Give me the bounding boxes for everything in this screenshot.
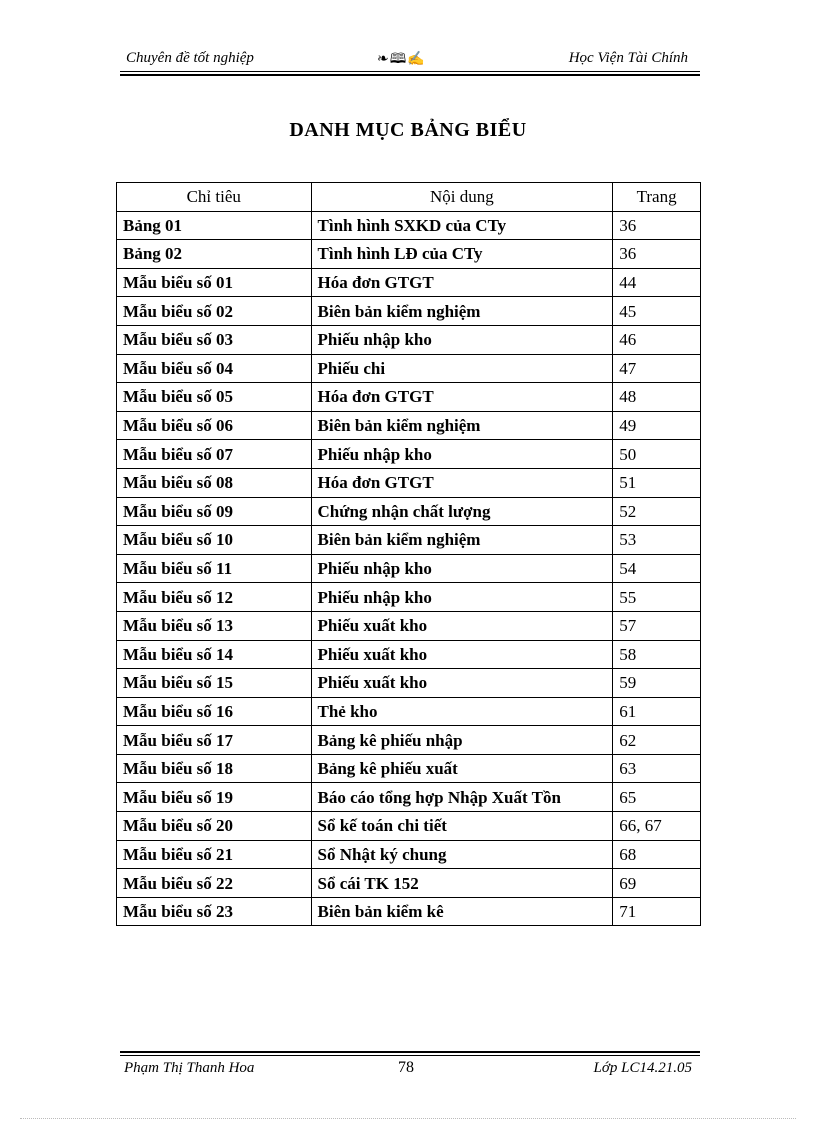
table-row — [117, 325, 701, 354]
row-item-cell: Mẫu biểu số 01 — [117, 268, 312, 297]
header-ornament: ❧🕮✍ — [377, 52, 426, 67]
page-bottom-dotted-line — [20, 1118, 796, 1119]
row-content-cell: Hóa đơn GTGT — [311, 383, 613, 412]
table-row — [117, 354, 701, 383]
table-row — [117, 440, 701, 469]
row-content-cell: Chứng nhận chất lượng — [311, 497, 613, 526]
row-item-cell: Mẫu biểu số 08 — [117, 468, 312, 497]
row-item-cell: Mẫu biểu số 10 — [117, 526, 312, 555]
row-content-cell: Biên bản kiểm nghiệm — [311, 411, 613, 440]
row-content-cell: Sổ cái TK 152 — [311, 869, 613, 898]
row-page-cell: 68 — [613, 840, 701, 869]
row-content-cell: Phiếu nhập kho — [311, 325, 613, 354]
tables-index — [116, 182, 701, 926]
row-page-cell: 55 — [613, 583, 701, 612]
row-content-cell: Bảng kê phiếu nhập — [311, 726, 613, 755]
table-row — [117, 812, 701, 841]
table-row — [117, 869, 701, 898]
row-item-cell: Mẫu biểu số 16 — [117, 697, 312, 726]
table-row — [117, 268, 701, 297]
table-row — [117, 497, 701, 526]
row-page-cell: 45 — [613, 297, 701, 326]
row-content-cell: Hóa đơn GTGT — [311, 268, 613, 297]
table-row — [117, 211, 701, 240]
row-item-cell: Mẫu biểu số 03 — [117, 325, 312, 354]
row-page-cell: 47 — [613, 354, 701, 383]
header-left-text: Chuyên đề tốt nghiệp — [126, 50, 254, 66]
table-row — [117, 583, 701, 612]
row-item-cell: Bảng 01 — [117, 211, 312, 240]
page-footer — [120, 1058, 700, 1082]
footer-page-number: 78 — [398, 1059, 414, 1076]
row-content-cell: Phiếu xuất kho — [311, 669, 613, 698]
row-content-cell: Biên bản kiểm nghiệm — [311, 297, 613, 326]
table-row — [117, 297, 701, 326]
row-item-cell: Mẫu biểu số 21 — [117, 840, 312, 869]
table-row — [117, 840, 701, 869]
row-page-cell: 52 — [613, 497, 701, 526]
row-item-cell: Mẫu biểu số 11 — [117, 554, 312, 583]
table-row — [117, 897, 701, 926]
footer-author: Phạm Thị Thanh Hoa — [124, 1060, 255, 1076]
row-item-cell: Mẫu biểu số 15 — [117, 669, 312, 698]
row-item-cell: Mẫu biểu số 14 — [117, 640, 312, 669]
table-row — [117, 468, 701, 497]
row-item-cell: Mẫu biểu số 17 — [117, 726, 312, 755]
row-item-cell: Mẫu biểu số 22 — [117, 869, 312, 898]
row-page-cell: 51 — [613, 468, 701, 497]
row-page-cell: 57 — [613, 611, 701, 640]
row-page-cell: 71 — [613, 897, 701, 926]
row-page-cell: 66, 67 — [613, 812, 701, 841]
row-item-cell: Mẫu biểu số 06 — [117, 411, 312, 440]
row-page-cell: 46 — [613, 325, 701, 354]
row-page-cell: 36 — [613, 211, 701, 240]
table-row — [117, 411, 701, 440]
footer-rule-thin — [120, 1055, 700, 1056]
header-right-text: Học Viện Tài Chính — [568, 50, 688, 66]
page-title: DANH MỤC BẢNG BIỂU — [289, 119, 527, 141]
row-content-cell: Phiếu chi — [311, 354, 613, 383]
table-row — [117, 669, 701, 698]
row-content-cell: Phiếu nhập kho — [311, 583, 613, 612]
row-item-cell: Mẫu biểu số 07 — [117, 440, 312, 469]
header-rule-thick — [120, 74, 700, 76]
table-row — [117, 640, 701, 669]
table-row — [117, 554, 701, 583]
footer-rule-thick — [120, 1051, 700, 1053]
row-content-cell: Phiếu xuất kho — [311, 611, 613, 640]
row-page-cell: 62 — [613, 726, 701, 755]
row-content-cell: Hóa đơn GTGT — [311, 468, 613, 497]
column-header-content: Nội dung — [311, 183, 613, 212]
table-row — [117, 526, 701, 555]
table-row — [117, 240, 701, 269]
table-row — [117, 611, 701, 640]
row-page-cell: 53 — [613, 526, 701, 555]
row-content-cell: Báo cáo tổng hợp Nhập Xuất Tồn — [311, 783, 613, 812]
table-row — [117, 754, 701, 783]
row-content-cell: Thẻ kho — [311, 697, 613, 726]
row-item-cell: Bảng 02 — [117, 240, 312, 269]
table-row — [117, 726, 701, 755]
row-content-cell: Bảng kê phiếu xuất — [311, 754, 613, 783]
table-row — [117, 697, 701, 726]
column-header-item: Chỉ tiêu — [117, 183, 312, 212]
row-item-cell: Mẫu biểu số 19 — [117, 783, 312, 812]
row-content-cell: Tình hình LĐ của CTy — [311, 240, 613, 269]
row-page-cell: 48 — [613, 383, 701, 412]
row-item-cell: Mẫu biểu số 12 — [117, 583, 312, 612]
footer-class: Lớp LC14.21.05 — [593, 1060, 692, 1076]
row-page-cell: 65 — [613, 783, 701, 812]
row-content-cell: Phiếu xuất kho — [311, 640, 613, 669]
row-page-cell: 59 — [613, 669, 701, 698]
row-item-cell: Mẫu biểu số 23 — [117, 897, 312, 926]
row-content-cell: Biên bản kiểm nghiệm — [311, 526, 613, 555]
row-content-cell: Sổ kế toán chi tiết — [311, 812, 613, 841]
table-row — [117, 383, 701, 412]
row-content-cell: Phiếu nhập kho — [311, 554, 613, 583]
table-row — [117, 783, 701, 812]
row-page-cell: 54 — [613, 554, 701, 583]
row-item-cell: Mẫu biểu số 04 — [117, 354, 312, 383]
row-content-cell: Biên bản kiểm kê — [311, 897, 613, 926]
row-content-cell: Tình hình SXKD của CTy — [311, 211, 613, 240]
row-item-cell: Mẫu biểu số 02 — [117, 297, 312, 326]
column-header-page: Trang — [613, 183, 701, 212]
row-item-cell: Mẫu biểu số 13 — [117, 611, 312, 640]
row-item-cell: Mẫu biểu số 18 — [117, 754, 312, 783]
row-page-cell: 50 — [613, 440, 701, 469]
row-page-cell: 69 — [613, 869, 701, 898]
row-page-cell: 36 — [613, 240, 701, 269]
row-page-cell: 44 — [613, 268, 701, 297]
row-item-cell: Mẫu biểu số 05 — [117, 383, 312, 412]
row-item-cell: Mẫu biểu số 20 — [117, 812, 312, 841]
header-rule-thin — [120, 71, 700, 72]
row-page-cell: 61 — [613, 697, 701, 726]
row-page-cell: 63 — [613, 754, 701, 783]
row-content-cell: Phiếu nhập kho — [311, 440, 613, 469]
row-content-cell: Sổ Nhật ký chung — [311, 840, 613, 869]
row-item-cell: Mẫu biểu số 09 — [117, 497, 312, 526]
table-header-row — [117, 183, 701, 212]
row-page-cell: 49 — [613, 411, 701, 440]
row-page-cell: 58 — [613, 640, 701, 669]
